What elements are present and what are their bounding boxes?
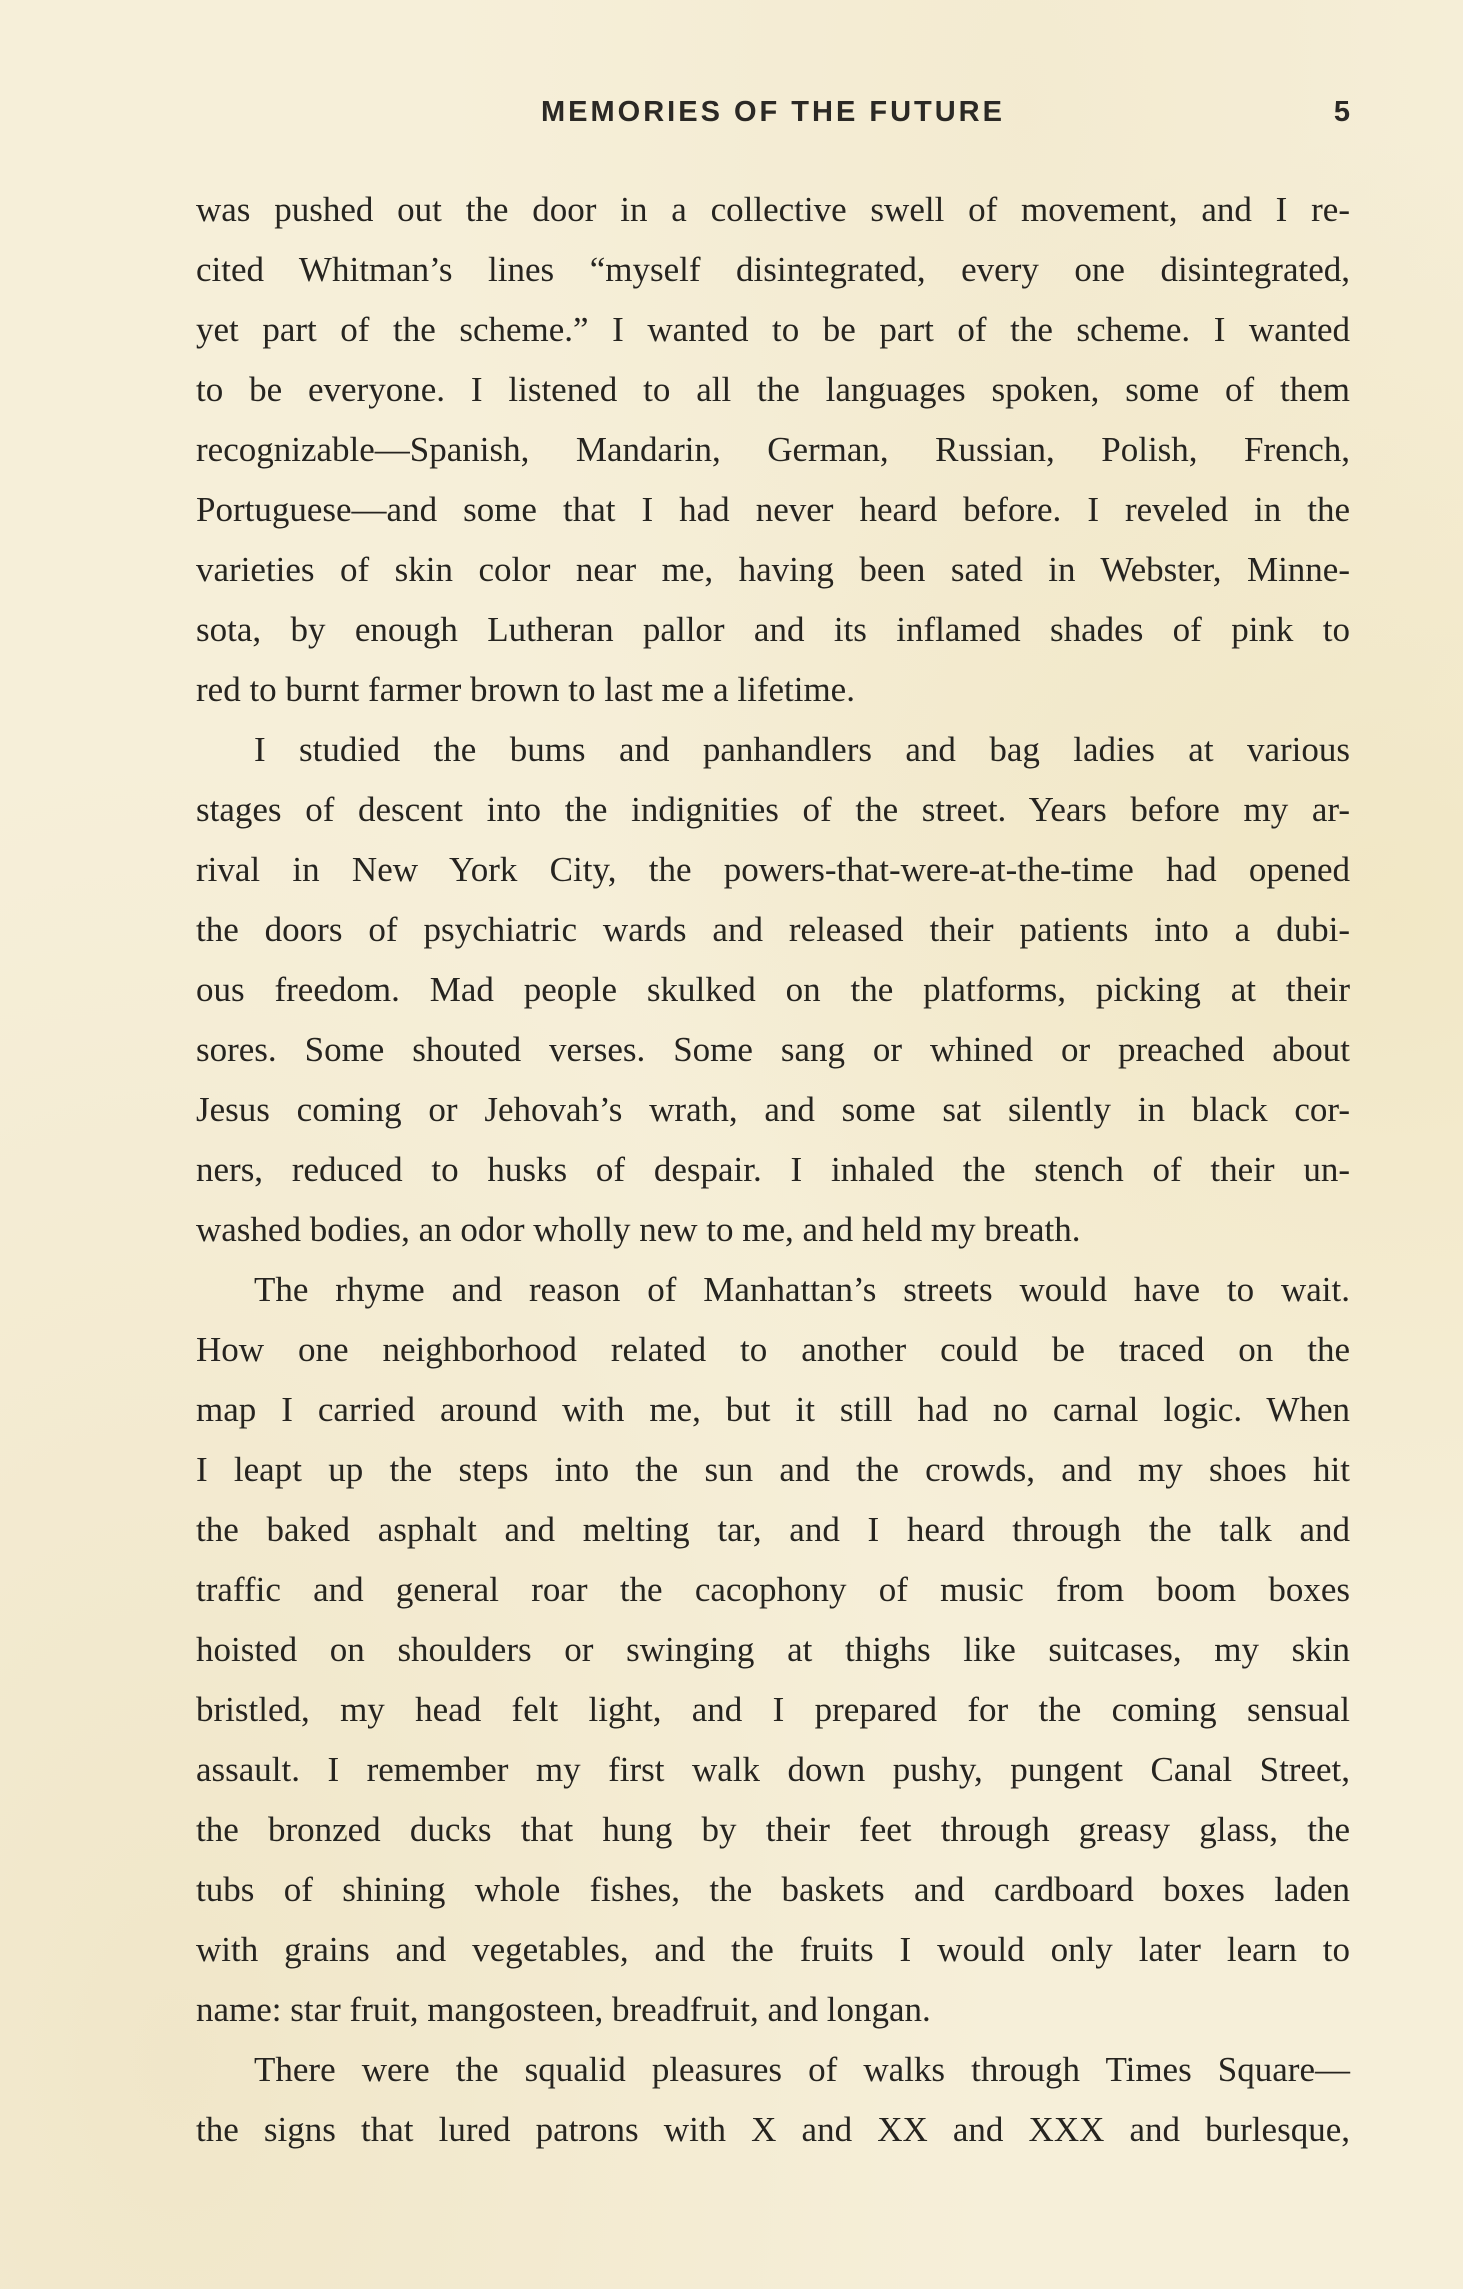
text-line: tubs of shining whole fishes, the baskets and cardboard boxes laden — [196, 1870, 1350, 1909]
paragraph-4 — [196, 2040, 1350, 2160]
text-line: I leapt up the steps into the sun and the crowds, and my shoes hit — [196, 1450, 1350, 1489]
text-line: the baked asphalt and melting tar, and I heard through the talk and — [196, 1510, 1350, 1549]
text-line: varieties of skin color near me, having been sated in Webster, Minne- — [196, 550, 1350, 589]
text-line: sota, by enough Lutheran pallor and its inflamed shades of pink to — [196, 610, 1350, 649]
text-line: How one neighborhood related to another could be traced on the — [196, 1330, 1350, 1369]
text-line: map I carried around with me, but it still had no carnal logic. When — [196, 1390, 1350, 1429]
text-line: cited Whitman’s lines “myself disintegrated, every one disintegrated, — [196, 250, 1350, 289]
text-line: the bronzed ducks that hung by their feet through greasy glass, the — [196, 1810, 1350, 1849]
text-line: was pushed out the door in a collective swell of movement, and I re- — [196, 190, 1350, 229]
text-line: ners, reduced to husks of despair. I inhaled the stench of their un- — [196, 1150, 1350, 1189]
paragraph-3 — [196, 1260, 1350, 2040]
text-line: the doors of psychiatric wards and released their patients into a dubi- — [196, 910, 1350, 949]
text-line: to be everyone. I listened to all the languages spoken, some of them — [196, 370, 1350, 409]
text-line: sores. Some shouted verses. Some sang or whined or preached about — [196, 1030, 1350, 1069]
text-line: washed bodies, an odor wholly new to me, and held my breath. — [196, 1210, 1081, 1249]
body-text — [196, 180, 1350, 2160]
text-line: red to burnt farmer brown to last me a lifetime. — [196, 670, 855, 709]
text-line: traffic and general roar the cacophony of music from boom boxes — [196, 1570, 1350, 1609]
text-line: hoisted on shoulders or swinging at thighs like suitcases, my skin — [196, 1630, 1350, 1669]
text-line: the signs that lured patrons with X and XX and XXX and burlesque, — [196, 2110, 1350, 2149]
running-head — [196, 96, 1350, 136]
text-line: bristled, my head felt light, and I prepared for the coming sensual — [196, 1690, 1350, 1729]
text-line: I studied the bums and panhandlers and bag ladies at various — [254, 730, 1350, 769]
text-line: yet part of the scheme.” I wanted to be part of the scheme. I wanted — [196, 310, 1350, 349]
text-line: Portuguese—and some that I had never heard before. I reveled in the — [196, 490, 1350, 529]
text-line: recognizable—Spanish, Mandarin, German, Russian, Polish, French, — [196, 430, 1350, 469]
text-line: Jesus coming or Jehovah’s wrath, and some sat silently in black cor- — [196, 1090, 1350, 1129]
text-line: name: star fruit, mangosteen, breadfruit, and longan. — [196, 1990, 931, 2029]
running-title: MEMORIES OF THE FUTURE — [541, 96, 1005, 128]
text-line: ous freedom. Mad people skulked on the platforms, picking at their — [196, 970, 1350, 1009]
text-line: There were the squalid pleasures of walks through Times Square— — [254, 2050, 1350, 2089]
page-number: 5 — [1333, 96, 1350, 128]
text-line: rival in New York City, the powers-that-were-at-the-time had opened — [196, 850, 1350, 889]
text-line: The rhyme and reason of Manhattan’s streets would have to wait. — [254, 1270, 1350, 1309]
paragraph-1 — [196, 180, 1350, 720]
text-line: stages of descent into the indignities of the street. Years before my ar- — [196, 790, 1350, 829]
paragraph-2 — [196, 720, 1350, 1260]
text-line: assault. I remember my first walk down pushy, pungent Canal Street, — [196, 1750, 1350, 1789]
text-line: with grains and vegetables, and the fruits I would only later learn to — [196, 1930, 1350, 1969]
